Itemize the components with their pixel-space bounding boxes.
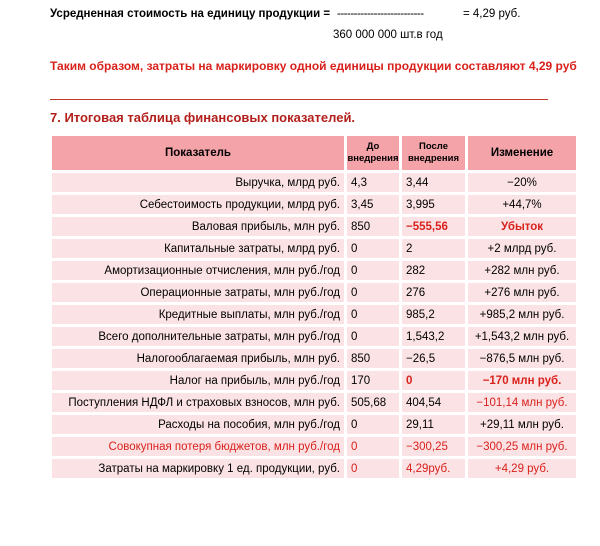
- table-row: [52, 415, 576, 434]
- row-before: 0: [347, 459, 399, 478]
- section-divider: [50, 99, 548, 100]
- row-after: −26,5: [402, 349, 465, 368]
- row-label: Расходы на пособия, млн руб./год: [52, 415, 344, 434]
- financial-indicators-table: [49, 133, 579, 481]
- table-row: [52, 393, 576, 412]
- row-before: 850: [347, 217, 399, 236]
- row-before: 3,45: [347, 195, 399, 214]
- row-before: 170: [347, 371, 399, 390]
- row-label: Поступления НДФЛ и страховых взносов, млн руб.: [52, 393, 344, 412]
- row-change: Убыток: [468, 217, 576, 236]
- row-label: Выручка, млрд руб.: [52, 173, 344, 192]
- row-change: +4,29 руб.: [468, 459, 576, 478]
- row-before: 0: [347, 327, 399, 346]
- header-before-line2: внедрения: [347, 153, 399, 164]
- row-change: −170 млн руб.: [468, 371, 576, 390]
- row-before: 505,68: [347, 393, 399, 412]
- table-row: [52, 437, 576, 456]
- row-label: Капитальные затраты, млрд руб.: [52, 239, 344, 258]
- table-row: [52, 195, 576, 214]
- table-row: [52, 349, 576, 368]
- row-after: 1,543,2: [402, 327, 465, 346]
- row-after: 3,44: [402, 173, 465, 192]
- row-before: 850: [347, 349, 399, 368]
- header-before: [347, 136, 399, 170]
- row-label: Налог на прибыль, млн руб./год: [52, 371, 344, 390]
- row-after: 4,29руб.: [402, 459, 465, 478]
- row-before: 0: [347, 437, 399, 456]
- header-change: Изменение: [468, 136, 576, 170]
- row-change: +282 млн руб.: [468, 261, 576, 280]
- row-after: 404,54: [402, 393, 465, 412]
- table-row: [52, 261, 576, 280]
- table-row: [52, 371, 576, 390]
- row-label: Налогооблагаемая прибыль, млн руб.: [52, 349, 344, 368]
- table-row: [52, 239, 576, 258]
- row-label: Операционные затраты, млн руб./год: [52, 283, 344, 302]
- row-change: +29,11 млн руб.: [468, 415, 576, 434]
- table-row: [52, 217, 576, 236]
- row-change: −300,25 млн руб.: [468, 437, 576, 456]
- row-label: Всего дополнительные затраты, млн руб./год: [52, 327, 344, 346]
- row-after: 276: [402, 283, 465, 302]
- row-after: 2: [402, 239, 465, 258]
- formula-label: Усредненная стоимость на единицу продукции =: [50, 8, 331, 20]
- row-change: +1,543,2 млн руб.: [468, 327, 576, 346]
- row-label: Затраты на маркировку 1 ед. продукции, руб.: [52, 459, 344, 478]
- row-after: 0: [402, 371, 465, 390]
- table-row: [52, 327, 576, 346]
- row-label: Амортизационные отчисления, млн руб./год: [52, 261, 344, 280]
- row-change: +276 млн руб.: [468, 283, 576, 302]
- row-after: 29,11: [402, 415, 465, 434]
- section-title: 7. Итоговая таблица финансовых показателей.: [50, 110, 356, 125]
- row-before: 0: [347, 305, 399, 324]
- row-label: Валовая прибыль, млн руб.: [52, 217, 344, 236]
- header-after-line2: внедрения: [407, 153, 460, 164]
- header-before-line1: До: [366, 141, 380, 152]
- row-before: 0: [347, 415, 399, 434]
- row-change: −20%: [468, 173, 576, 192]
- formula-result: = 4,29 руб.: [463, 8, 521, 20]
- header-indicator: Показатель: [52, 136, 344, 170]
- row-change: +985,2 млн руб.: [468, 305, 576, 324]
- header-after-line1: После: [419, 141, 448, 152]
- row-change: −876,5 млн руб.: [468, 349, 576, 368]
- row-label: Себестоимость продукции, млрд руб.: [52, 195, 344, 214]
- row-label: Кредитные выплаты, млн руб./год: [52, 305, 344, 324]
- row-label: Совокупная потеря бюджетов, млн руб./год: [52, 437, 344, 456]
- table-row: [52, 173, 576, 192]
- row-before: 0: [347, 261, 399, 280]
- row-after: −300,25: [402, 437, 465, 456]
- row-before: 0: [347, 283, 399, 302]
- header-after: [402, 136, 465, 170]
- row-change: +44,7%: [468, 195, 576, 214]
- formula-denominator: 360 000 000 шт.в год: [333, 29, 443, 41]
- table-row: [52, 283, 576, 302]
- table-row: [52, 459, 576, 478]
- table-row: [52, 305, 576, 324]
- row-before: 4,3: [347, 173, 399, 192]
- table-header-row: [52, 136, 576, 170]
- row-after: 282: [402, 261, 465, 280]
- row-after: 3,995: [402, 195, 465, 214]
- conclusion-text: Таким образом, затраты на маркировку одной единицы продукции составляют 4,29 руб: [50, 59, 577, 73]
- row-after: −555,56: [402, 217, 465, 236]
- row-change: +2 млрд руб.: [468, 239, 576, 258]
- row-after: 985,2: [402, 305, 465, 324]
- formula-fraction-line: --------------------------: [337, 8, 424, 20]
- row-before: 0: [347, 239, 399, 258]
- row-change: −101,14 млн руб.: [468, 393, 576, 412]
